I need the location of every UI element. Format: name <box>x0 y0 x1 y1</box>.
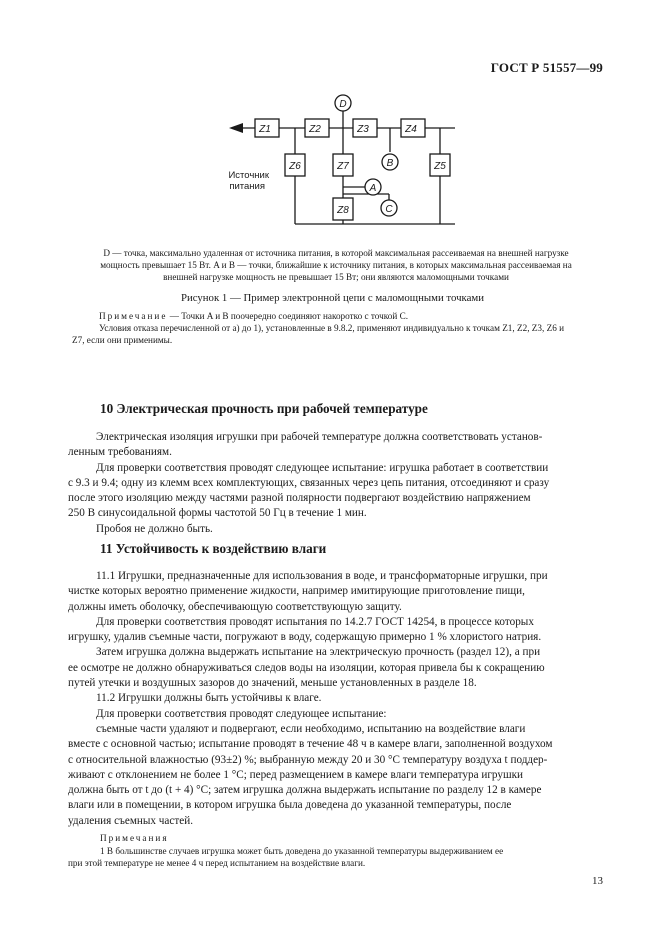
z7-label: Z7 <box>337 161 349 172</box>
note-line-2: Условия отказа перечисленной от а) до 1), установленные в 9.8.2, применяют индивидуально к точкам Z1, Z2, Z3, Z6 и <box>99 323 565 333</box>
s11-line: съемные части удаляют и подвергают, если необходимо, испытанию на воздействие влаги <box>96 722 526 735</box>
z3-label: Z3 <box>357 124 369 135</box>
figure-notes <box>99 310 619 322</box>
s10-p1-line1: Электрическая изоляция игрушки при рабочей температуре должна соответствовать установ- <box>96 431 543 443</box>
note-label: Примечание <box>99 311 168 321</box>
section-10-body <box>68 430 610 537</box>
section-11-body <box>68 569 610 829</box>
s11-line: должна быть от t до (t + 4) °С; затем игрушка должна выдержать испытание по разделу 12 в камере <box>68 784 542 797</box>
legend-line-1: D — точка, максимально удаленная от источника питания, в которой максимальная рассеиваемая на внешней нагрузке <box>103 248 569 258</box>
s10-p2-line2: с 9.3 и 9.4; одну из клемм всех комплектующих, связанных через цепь питания, отсоединяют и сразу <box>68 476 550 489</box>
node-c-label: C <box>385 204 393 215</box>
z2-label: Z2 <box>309 124 321 135</box>
s10-p2-line4: 250 В синусоидальной формы частотой 50 Гц в течение 1 мин. <box>68 507 367 520</box>
source-label-line2: питания <box>229 181 265 192</box>
s11-line: влаги или в помещении, в котором игрушка была доведена до указанной температуры, после <box>68 799 512 812</box>
source-label-line1: Источник <box>228 170 269 181</box>
node-d-label: D <box>339 99 347 110</box>
s10-p1-line2: ленным требованиям. <box>68 446 172 459</box>
z1-label: Z1 <box>259 124 271 135</box>
s11-line: вместе с основной частью; испытание проводят в течение 48 ч в камере влаги, заполненной воздухом <box>68 738 553 751</box>
figure-legend <box>60 247 612 283</box>
note-text: — Точки A и B поочередно соединяют накоротко с точкой C. <box>167 311 408 321</box>
note1-line2: при этой температуре не менее 4 ч перед испытанием на воздействие влаги. <box>68 858 366 868</box>
s11-line: Для проверки соответствия проводят испытания по 14.2.7 ГОСТ 14254, в процессе которых <box>96 615 534 628</box>
note-line-1 <box>99 310 619 322</box>
circuit-diagram <box>225 92 455 237</box>
output-arrow-icon <box>229 123 243 133</box>
s11-line: игрушку, удалив съемные части, погружают в воду, содержащую примерно 1 % хлористого натрия. <box>68 631 542 644</box>
s11-line: удаления съемных частей. <box>68 814 193 827</box>
node-b-label: B <box>386 158 394 169</box>
notes-label: Примечания <box>100 833 169 843</box>
s11-line: 11.1 Игрушки, предназначенные для использования в воде, и трансформаторные игрушки, при <box>96 570 548 582</box>
section-11-title: 11 Устойчивость к воздействию влаги <box>100 541 327 556</box>
z8-label: Z8 <box>337 205 349 216</box>
s11-line: ее осмотре не должно обнаруживаться следов воды на изоляции, которая привела бы к сокращению <box>68 661 545 674</box>
s11-line: чистке которых вероятно применение жидкости, например имитирующие приготовление пищи, <box>68 585 525 598</box>
legend-line-2: мощность превышает 15 Вт. A и B — точки, ближайшие к источнику питания, в которых максимальная рассеиваемая на <box>100 260 572 270</box>
s10-p2-line3: после этого изоляцию между частями разной полярности подвергают воздействию напряжением <box>68 492 531 505</box>
s10-p2-line1: Для проверки соответствия проводят следующее испытание: игрушка работает в соответствии <box>96 461 549 474</box>
s11-line: Затем игрушка должна выдержать испытание на электрическую прочность (раздел 12), а при <box>96 646 541 659</box>
figure-caption: Рисунок 1 — Пример электронной цепи с маломощными точками <box>180 292 485 304</box>
legend-line-3: внешней нагрузке мощность не превышает 15 Вт; они являются маломощными точками <box>163 272 509 282</box>
s11-line: должны иметь оболочку, обеспечивающую соответствующую защиту. <box>68 600 402 613</box>
note1-line1: 1 В большинстве случаев игрушка может быть доведена до указанной температуры выдерживанием ее <box>100 846 504 856</box>
s11-line: с относительной влажностью (93±2) %; выбранную между 20 и 30 °С температуру воздуха t поддер- <box>68 753 548 766</box>
z5-label: Z5 <box>434 161 446 172</box>
s11-line: Для проверки соответствия проводят следующее испытание: <box>96 707 387 720</box>
z6-label: Z6 <box>289 161 301 172</box>
node-a-label: A <box>369 183 377 194</box>
section-10-title: 10 Электрическая прочность при рабочей температуре <box>100 401 428 416</box>
note-line-3: Z7, если они применимы. <box>72 335 173 345</box>
s10-p3: Пробоя не должно быть. <box>96 522 213 535</box>
s11-line: 11.2 Игрушки должны быть устойчивы к влаге. <box>96 692 322 705</box>
s11-line: путей утечки и воздушных зазоров до значений, меньше установленных в разделе 18. <box>68 677 477 690</box>
z4-label: Z4 <box>405 124 417 135</box>
standard-header: ГОСТ Р 51557—99 <box>490 60 603 75</box>
s11-line: живают с отклонением не более 1 °С; перед размещением в камере влаги температура игрушки <box>68 768 524 781</box>
